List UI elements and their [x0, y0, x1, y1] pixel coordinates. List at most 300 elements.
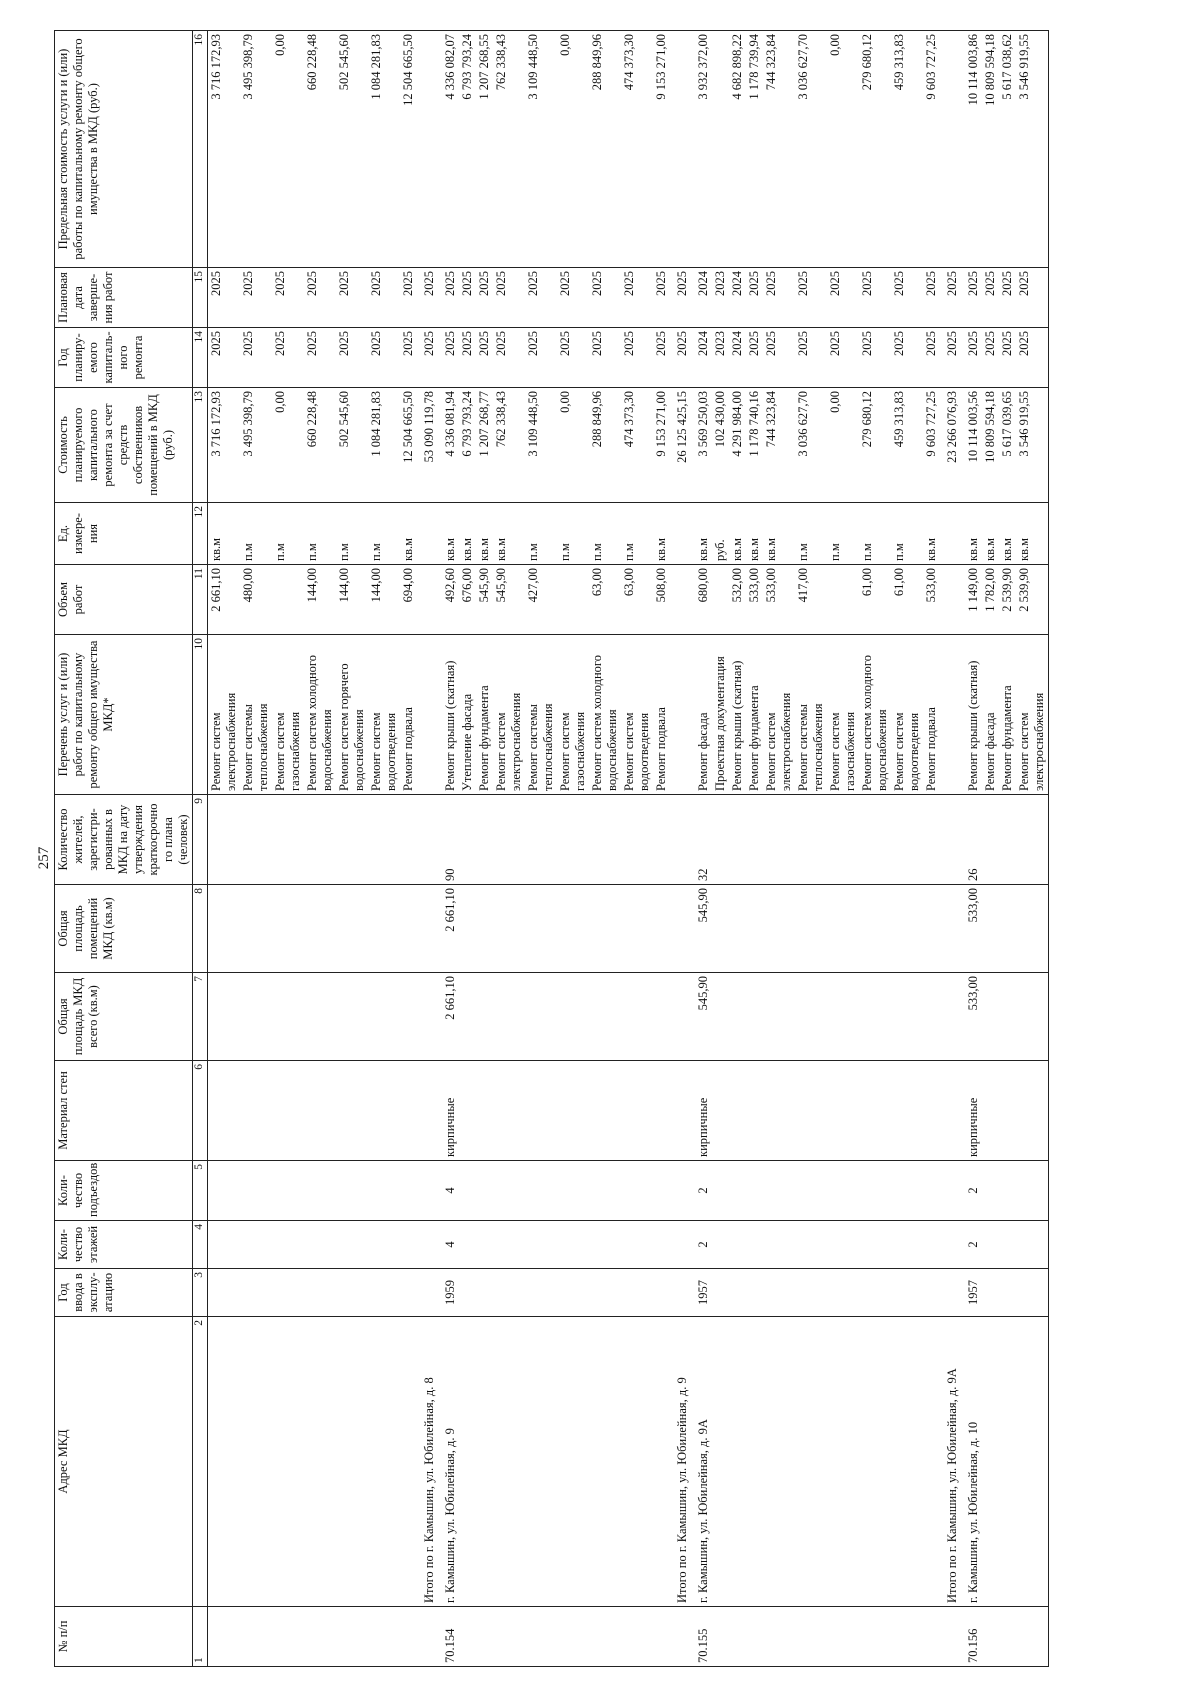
table-cell: 2025 [961, 328, 982, 388]
table-cell [891, 973, 923, 1061]
table-cell [674, 1269, 691, 1317]
table-cell [621, 1317, 653, 1607]
table-cell: 2025 [859, 328, 891, 388]
table-cell: г. Камышин, ул. Юбилейная, д. 9 [438, 1317, 459, 1607]
table-cell: 2025 [982, 328, 999, 388]
table-cell: Ремонт подвала [923, 635, 940, 795]
table-cell: Ремонт систем холодного водоснабжения [859, 635, 891, 795]
table-cell: 70.155 [691, 1607, 712, 1667]
table-cell [368, 973, 400, 1061]
table-cell [763, 885, 795, 973]
table-cell [982, 885, 999, 973]
table-cell [421, 1221, 438, 1269]
table-cell: п.м [240, 503, 272, 565]
table-cell [746, 973, 763, 1061]
table-cell [712, 1221, 729, 1269]
table-cell [795, 1061, 827, 1161]
table-cell [746, 1317, 763, 1607]
table-cell: 9 153 271,00 [653, 388, 670, 503]
table-cell: 502 545,60 [336, 388, 368, 503]
table-row [272, 31, 304, 1667]
table-cell: 762 338,43 [493, 388, 525, 503]
table-cell: 2025 [525, 268, 557, 328]
table-cell: 2025 [944, 328, 961, 388]
repair-plan-table [54, 30, 1049, 1667]
table-cell: кв.м [746, 503, 763, 565]
table-cell: 2025 [304, 268, 336, 328]
table-cell: 427,00 [525, 565, 557, 635]
table-cell [859, 795, 891, 885]
table-cell: 288 849,96 [589, 388, 621, 503]
table-cell: 2025 [1016, 328, 1049, 388]
header-row [55, 31, 193, 1667]
table-cell: 694,00 [400, 565, 417, 635]
table-cell [746, 1161, 763, 1221]
table-cell [944, 885, 961, 973]
table-cell [1016, 1161, 1049, 1221]
table-cell: 2 [961, 1161, 982, 1221]
table-cell [400, 1607, 417, 1667]
table-cell: 680,00 [691, 565, 712, 635]
table-cell [729, 795, 746, 885]
table-cell: Утепление фасада [459, 635, 476, 795]
table-row [795, 31, 827, 1667]
table-cell [999, 795, 1016, 885]
table-cell [208, 885, 241, 973]
table-cell: 5 617 039,65 [999, 388, 1016, 503]
table-cell: 3 716 172,93 [208, 31, 241, 268]
header-cell: Предельная стоимость услуги и (или) работы по капитальному ремонту общего имущества в МКД (руб.) [55, 31, 193, 268]
table-cell: 2 539,90 [1016, 565, 1049, 635]
table-cell [891, 1317, 923, 1607]
table-cell: 4 291 984,00 [729, 388, 746, 503]
table-cell: 2025 [272, 328, 304, 388]
table-cell: 0,00 [272, 388, 304, 503]
table-cell [525, 1269, 557, 1317]
table-cell [729, 973, 746, 1061]
table-cell [525, 1317, 557, 1607]
table-cell: 3 716 172,93 [208, 388, 241, 503]
table-cell [891, 795, 923, 885]
table-cell: 2024 [729, 328, 746, 388]
table-cell [421, 1061, 438, 1161]
table-cell [493, 795, 525, 885]
table-cell [982, 1161, 999, 1221]
table-cell: 2025 [304, 328, 336, 388]
table-cell [763, 1269, 795, 1317]
table-cell: п.м [621, 503, 653, 565]
table-cell [589, 1061, 621, 1161]
table-cell: 533,00 [961, 885, 982, 973]
column-number: 9 [193, 795, 208, 885]
table-cell: кирпичные [961, 1061, 982, 1161]
table-cell [557, 795, 589, 885]
table-cell: 3 495 398,79 [240, 31, 272, 268]
table-cell: 545,90 [493, 565, 525, 635]
table-row [999, 31, 1016, 1667]
table-cell: 2024 [729, 268, 746, 328]
table-cell [459, 1061, 476, 1161]
table-cell: п.м [336, 503, 368, 565]
table-cell [795, 973, 827, 1061]
table-cell [304, 1161, 336, 1221]
table-cell [923, 973, 940, 1061]
table-cell [589, 795, 621, 885]
header-cell: Коли-чество подъездов [55, 1161, 193, 1221]
table-row [208, 31, 241, 1667]
table-cell: п.м [557, 503, 589, 565]
table-cell: Ремонт крыши (скатная) [438, 635, 459, 795]
table-row [729, 31, 746, 1667]
table-cell: 492,60 [438, 565, 459, 635]
table-cell [493, 1221, 525, 1269]
table-cell [712, 1269, 729, 1317]
table-cell [1016, 973, 1049, 1061]
table-cell: 2025 [891, 328, 923, 388]
table-cell [400, 885, 417, 973]
table-cell: г. Камышин, ул. Юбилейная, д. 10 [961, 1317, 982, 1607]
table-cell [674, 1607, 691, 1667]
table-cell [240, 1161, 272, 1221]
table-cell: 1957 [961, 1269, 982, 1317]
table-row [674, 31, 691, 1667]
table-cell: 10 114 003,56 [961, 388, 982, 503]
header-cell: Год ввода в эксплу-атацию [55, 1269, 193, 1317]
table-cell [923, 1221, 940, 1269]
table-cell [712, 795, 729, 885]
table-cell [674, 1221, 691, 1269]
table-cell [859, 1161, 891, 1221]
table-cell [368, 1269, 400, 1317]
table-cell [891, 1607, 923, 1667]
table-cell [944, 1061, 961, 1161]
table-cell [208, 1061, 241, 1161]
table-cell [944, 635, 961, 795]
table-cell: 2025 [999, 268, 1016, 328]
table-cell [859, 1269, 891, 1317]
table-cell: Ремонт систем водоотведения [368, 635, 400, 795]
table-cell [421, 973, 438, 1061]
table-cell [336, 1269, 368, 1317]
table-row [923, 31, 940, 1667]
table-cell: кв.м [923, 503, 940, 565]
table-cell: 4 682 898,22 [729, 31, 746, 268]
table-cell [589, 1607, 621, 1667]
table-cell: Итого по г. Камышин, ул. Юбилейная, д. 9 [674, 1317, 691, 1607]
table-cell: 532,00 [729, 565, 746, 635]
table-cell: Проектная документация [712, 635, 729, 795]
table-cell [421, 565, 438, 635]
table-cell: 9 153 271,00 [653, 31, 670, 268]
table-cell: 2025 [923, 328, 940, 388]
table-cell [272, 1161, 304, 1221]
table-cell: 4 336 082,07 [438, 31, 459, 268]
table-cell [421, 1269, 438, 1317]
table-body [208, 31, 1049, 1667]
table-cell [240, 1061, 272, 1161]
table-cell: 144,00 [368, 565, 400, 635]
table-cell: кв.м [1016, 503, 1049, 565]
table-cell: 2025 [621, 268, 653, 328]
table-cell [653, 885, 670, 973]
table-cell [368, 795, 400, 885]
table-cell [923, 1161, 940, 1221]
table-cell [746, 1061, 763, 1161]
table-cell: 63,00 [621, 565, 653, 635]
table-cell: 744 323,84 [763, 31, 795, 268]
table-cell: 90 [438, 795, 459, 885]
table-cell: 70.154 [438, 1607, 459, 1667]
table-cell: 0,00 [557, 31, 589, 268]
table-cell: 2025 [272, 268, 304, 328]
table-cell: 2025 [336, 328, 368, 388]
table-cell: 26 125 425,15 [674, 388, 691, 503]
table-cell: 0,00 [827, 388, 859, 503]
table-cell [459, 1317, 476, 1607]
table-cell [729, 1061, 746, 1161]
table-cell [589, 1221, 621, 1269]
table-cell [712, 1061, 729, 1161]
table-cell [336, 1161, 368, 1221]
table-cell [653, 973, 670, 1061]
table-cell [208, 795, 241, 885]
table-cell: 2025 [476, 328, 493, 388]
table-cell: п.м [304, 503, 336, 565]
table-cell: 2025 [961, 268, 982, 328]
table-cell [621, 1221, 653, 1269]
table-cell: 660 228,48 [304, 31, 336, 268]
table-cell [459, 885, 476, 973]
table-cell [557, 1221, 589, 1269]
table-cell: 2025 [589, 328, 621, 388]
table-cell: 2025 [827, 328, 859, 388]
table-cell [621, 1269, 653, 1317]
table-cell [589, 973, 621, 1061]
table-cell: 2025 [493, 328, 525, 388]
column-number: 5 [193, 1161, 208, 1221]
table-cell: 61,00 [859, 565, 891, 635]
table-cell [304, 1607, 336, 1667]
table-cell [621, 1607, 653, 1667]
table-cell [1016, 795, 1049, 885]
table-cell [421, 1607, 438, 1667]
table-cell [525, 795, 557, 885]
table-cell [859, 1317, 891, 1607]
table-cell [944, 565, 961, 635]
table-cell: 2025 [459, 268, 476, 328]
table-cell: Ремонт фундамента [746, 635, 763, 795]
table-cell: 4 [438, 1221, 459, 1269]
table-cell: 3 109 448,50 [525, 31, 557, 268]
table-cell [400, 1269, 417, 1317]
table-cell: 2025 [421, 328, 438, 388]
table-cell [525, 1221, 557, 1269]
table-cell [653, 1317, 670, 1607]
table-row [712, 31, 729, 1667]
table-cell [557, 1607, 589, 1667]
table-cell: 762 338,43 [493, 31, 525, 268]
table-cell: Итого по г. Камышин, ул. Юбилейная, д. 8 [421, 1317, 438, 1607]
table-cell [674, 31, 691, 268]
table-cell: 6 793 793,24 [459, 388, 476, 503]
table-cell: 545,90 [691, 885, 712, 973]
table-cell [304, 1221, 336, 1269]
table-cell: 102 430,00 [712, 388, 729, 503]
column-number: 1 [193, 1607, 208, 1667]
table-cell [674, 795, 691, 885]
table-cell: 144,00 [336, 565, 368, 635]
table-cell: 0,00 [272, 31, 304, 268]
table-cell [729, 1607, 746, 1667]
table-cell: 2025 [400, 328, 417, 388]
table-cell [400, 795, 417, 885]
table-cell: 63,00 [589, 565, 621, 635]
table-cell: Ремонт систем электроснабжения [763, 635, 795, 795]
table-cell [859, 1061, 891, 1161]
table-cell: п.м [368, 503, 400, 565]
table-cell [763, 1317, 795, 1607]
table-cell: 9 603 727,25 [923, 388, 940, 503]
header-cell: Общая площадь МКД всего (кв.м) [55, 973, 193, 1061]
table-cell [557, 1061, 589, 1161]
table-cell: 0,00 [827, 31, 859, 268]
table-cell [891, 1061, 923, 1161]
table-cell: Ремонт систем холодного водоснабжения [589, 635, 621, 795]
table-cell [208, 1221, 241, 1269]
table-cell [525, 1161, 557, 1221]
table-cell [795, 1607, 827, 1667]
table-cell: 3 109 448,50 [525, 388, 557, 503]
table-cell [982, 1061, 999, 1161]
table-cell: Ремонт фасада [691, 635, 712, 795]
table-row [400, 31, 417, 1667]
table-cell [674, 635, 691, 795]
table-cell [999, 1269, 1016, 1317]
table-cell: 2025 [944, 268, 961, 328]
table-cell: 2025 [368, 328, 400, 388]
table-cell: 744 323,84 [763, 388, 795, 503]
table-cell [208, 1607, 241, 1667]
table-cell [336, 1221, 368, 1269]
table-cell: 2025 [240, 268, 272, 328]
table-cell [336, 795, 368, 885]
table-cell: 676,00 [459, 565, 476, 635]
table-cell: 2023 [712, 268, 729, 328]
table-cell [240, 1317, 272, 1607]
table-cell: 2025 [923, 268, 940, 328]
table-cell: 10 809 594,18 [982, 388, 999, 503]
table-row [304, 31, 336, 1667]
table-cell [493, 1269, 525, 1317]
table-cell [859, 885, 891, 973]
table-cell [746, 795, 763, 885]
table-cell: 533,00 [746, 565, 763, 635]
table-cell [653, 1269, 670, 1317]
table-cell: 1957 [691, 1269, 712, 1317]
table-cell [795, 795, 827, 885]
table-cell: 2025 [674, 328, 691, 388]
table-row [525, 31, 557, 1667]
table-cell [459, 795, 476, 885]
table-cell [1016, 1317, 1049, 1607]
table-row [557, 31, 589, 1667]
table-cell [272, 1607, 304, 1667]
table-cell [272, 795, 304, 885]
table-cell [674, 565, 691, 635]
table-cell [400, 1061, 417, 1161]
table-cell [557, 1269, 589, 1317]
table-cell [336, 1607, 368, 1667]
table-cell: 2025 [400, 268, 417, 328]
table-cell [459, 1221, 476, 1269]
table-row [691, 31, 712, 1667]
table-cell [944, 1607, 961, 1667]
page-number: 257 [36, 846, 52, 870]
table-row [763, 31, 795, 1667]
table-row [961, 31, 982, 1667]
table-cell: 1 084 281,83 [368, 388, 400, 503]
table-row [891, 31, 923, 1667]
table-cell: п.м [891, 503, 923, 565]
column-number: 16 [193, 31, 208, 268]
table-cell: 1959 [438, 1269, 459, 1317]
table-cell [859, 1607, 891, 1667]
table-cell [827, 795, 859, 885]
table-cell: кв.м [476, 503, 493, 565]
table-cell: 417,00 [795, 565, 827, 635]
table-cell: Ремонт системы теплоснабжения [795, 635, 827, 795]
table-cell [729, 1161, 746, 1221]
table-cell [589, 885, 621, 973]
column-number: 3 [193, 1269, 208, 1317]
table-cell: 1 207 268,77 [476, 388, 493, 503]
table-cell: Ремонт фасада [982, 635, 999, 795]
table-cell: 2025 [336, 268, 368, 328]
table-cell [891, 1161, 923, 1221]
table-row [368, 31, 400, 1667]
table-cell: 2025 [438, 268, 459, 328]
table-cell [999, 1161, 1016, 1221]
table-cell: 2025 [438, 328, 459, 388]
table-cell [621, 885, 653, 973]
table-cell [525, 1061, 557, 1161]
table-cell [944, 1269, 961, 1317]
table-cell: 2025 [795, 328, 827, 388]
table-cell: 2025 [653, 268, 670, 328]
table-cell: 3 495 398,79 [240, 388, 272, 503]
table-cell [336, 885, 368, 973]
table-cell [476, 973, 493, 1061]
table-cell: 2 [961, 1221, 982, 1269]
table-cell: п.м [525, 503, 557, 565]
table-cell: кв.м [653, 503, 670, 565]
table-cell: 660 228,48 [304, 388, 336, 503]
table-cell [304, 973, 336, 1061]
table-cell: 5 617 038,62 [999, 31, 1016, 268]
table-row [746, 31, 763, 1667]
table-cell [746, 1221, 763, 1269]
table-row [827, 31, 859, 1667]
table-cell: кв.м [400, 503, 417, 565]
table-cell: п.м [589, 503, 621, 565]
header-cell: Коли-чество этажей [55, 1221, 193, 1269]
table-cell: 3 546 919,55 [1016, 31, 1049, 268]
table-cell [674, 885, 691, 973]
table-cell [827, 1161, 859, 1221]
table-cell: 3 036 627,70 [795, 388, 827, 503]
table-cell [476, 1269, 493, 1317]
table-cell [459, 1269, 476, 1317]
